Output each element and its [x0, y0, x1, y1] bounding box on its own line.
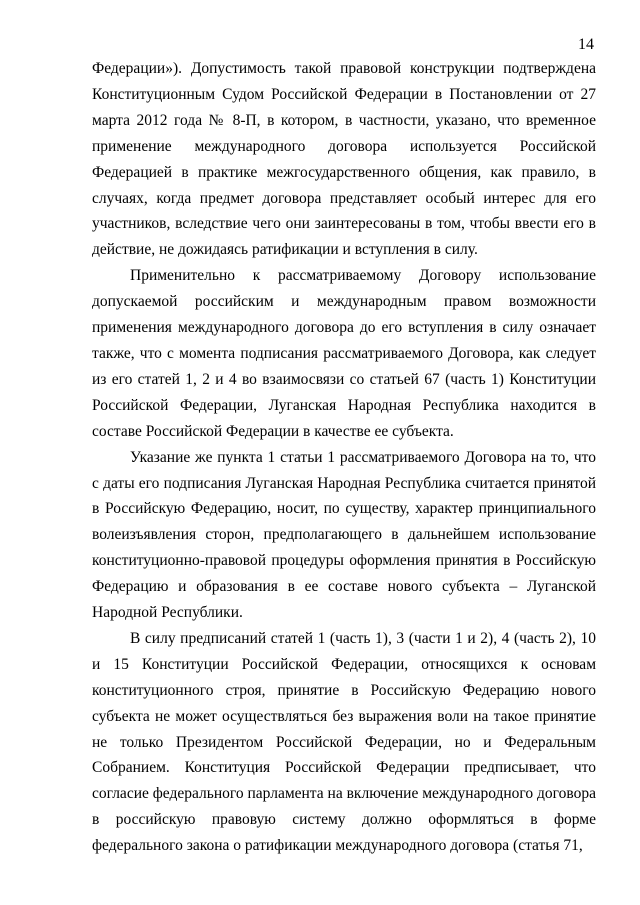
paragraph-4: В силу предписаний статей 1 (часть 1), 3 (части 1 и 2), 4 (часть 2), 10 и 15 Конституции Российской Федерации, относящихся к основам конституционного строя, принятие в Российскую Федерацию нового субъекта не может осуществляться без выражения воли на такое принятие не только Президентом Российской Федерации, но и Федеральным Собранием. Конституция Российской Федерации предписывает, что согласие федерального парламента на включение международного договора в российскую правовую систему должно оформляться в форме федерального закона о ратификации международного договора (статья 71,	[92, 629, 596, 855]
page-number: 14	[578, 36, 594, 53]
paragraph-2: Применительно к рассматриваемому Договору использование допускаемой российским и международным правом возможности применения международного договора до его вступления в силу означает также, что с момента подписания рассматриваемого Договора, как следует из его статей 1, 2 и 4 во взаимосвязи со статьей 67 (часть 1) Конституции Российской Федерации, Луганская Народная Республика находится в составе Российской Федерации в качестве ее субъекта.	[92, 267, 596, 440]
paragraph-1: Федерации»). Допустимость такой правовой конструкции подтверждена Конституционным Судом Российской Федерации в Постановлении от 27 марта 2012 года № 8-П, в котором, в частности, указано, что временное применение международного договора используется Российской Федерацией в практике межгосударственного общения, как правило, в случаях, когда предмет договора представляет особый интерес для его участников, вследствие чего они заинтересованы в том, чтобы ввести его в действие, не дожидаясь ратификации и вступления в силу.	[92, 60, 596, 259]
document-body	[92, 56, 596, 859]
paragraph-3: Указание же пункта 1 статьи 1 рассматриваемого Договора на то, что с даты его подписания Луганская Народная Республика считается принятой в Российскую Федерацию, носит, по существу, характер принципиального волеизъявления сторон, предполагающего в дальнейшем использование конституционно-правовой процедуры оформления принятия в Российскую Федерацию и образования в ее составе нового субъекта – Луганской Народной Республики.	[92, 448, 596, 622]
